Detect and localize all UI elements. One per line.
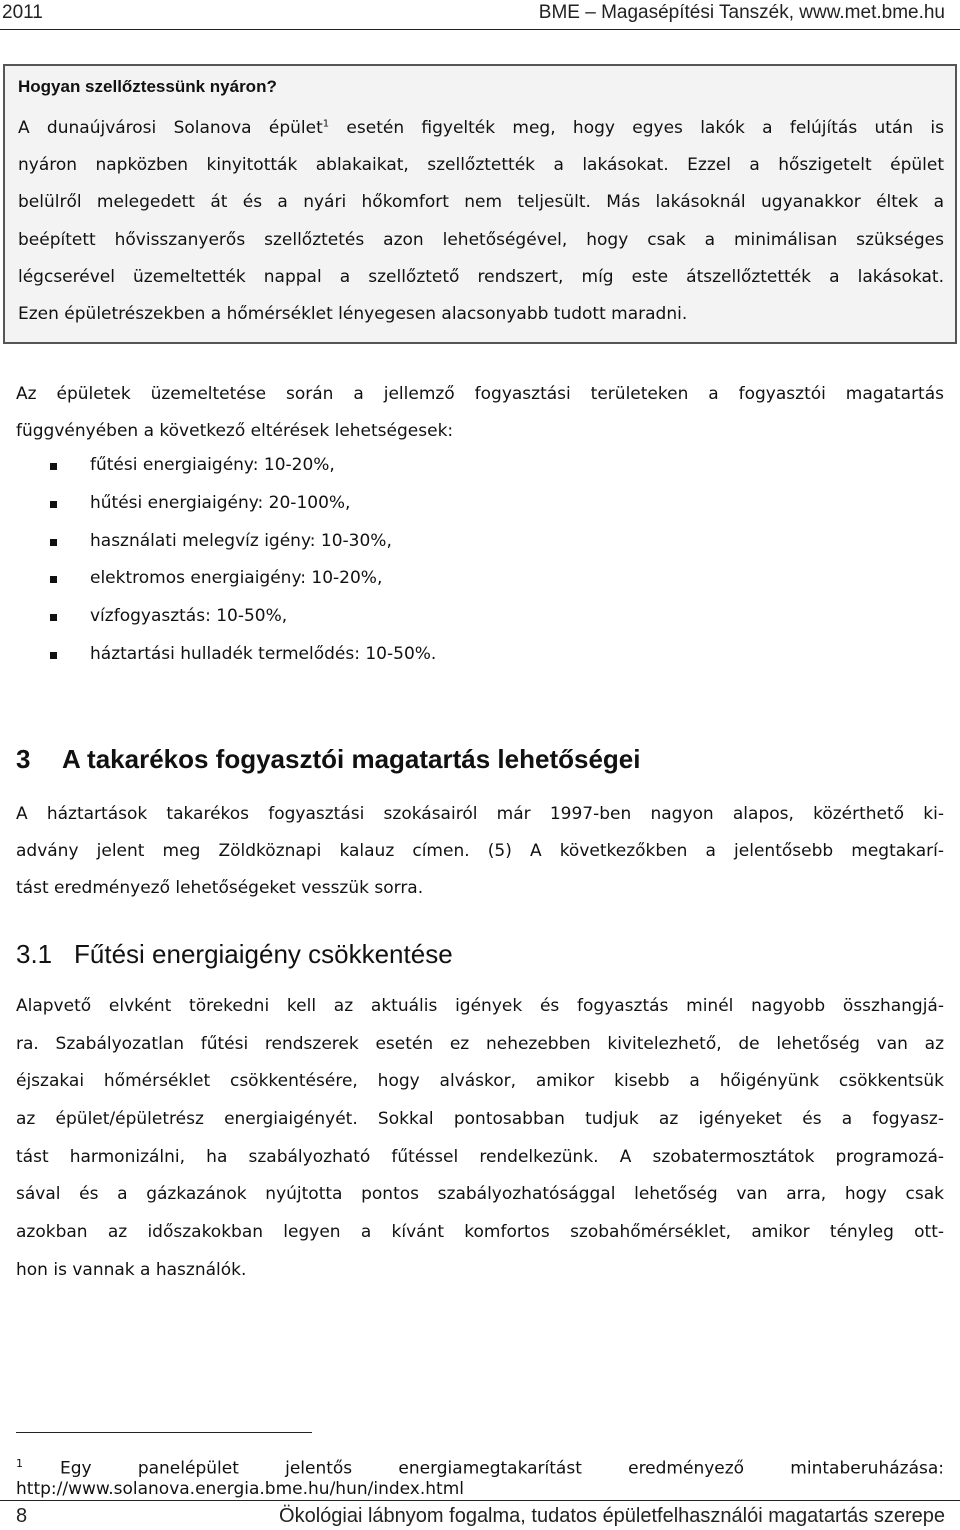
list-item: elektromos energiaigény: 10-20%,	[50, 568, 382, 588]
footnote-ref[interactable]: 1	[322, 118, 330, 130]
paragraph-line: Alapvető elvként törekedni kell az aktuális igények és fogyasztás minél nagyobb összhangjá-	[16, 996, 944, 1016]
paragraph-line: éjszakai hőmérséklet csökkentésére, hogy alváskor, amikor kisebb a hőigényünk csökkentsük	[16, 1071, 944, 1091]
bullet-square-icon	[50, 576, 57, 583]
info-box-line: légcserével üzemeltették nappal a szellőztető rendszert, míg este átszellőztették a lakásokat.	[18, 267, 944, 287]
list-item: használati melegvíz igény: 10-30%,	[50, 531, 392, 551]
info-box-line: beépített hővisszanyerős szellőztetés azon lehetőségével, hogy csak a minimálisan szükséges	[18, 230, 944, 250]
paragraph-line: advány jelent meg Zöldköznapi kalauz címen. (5) A következőkben a jelentősebb megtakarí-	[16, 841, 944, 861]
paragraph-line: A háztartások takarékos fogyasztási szokásairól már 1997-ben nagyon alapos, közérthető ki-	[16, 804, 944, 824]
page-number: 8	[16, 1505, 28, 1527]
info-box	[3, 64, 957, 344]
info-box-line: nyáron napközben kinyitották ablakaikat, szellőztették a lakásokat. Ezzel a hőszigetelt épület	[18, 155, 944, 175]
section-heading: 3 A takarékos fogyasztói magatartás lehetőségei	[16, 744, 641, 774]
info-box-line: belülről melegedett át és a nyári hőkomfort nem teljesült. Más lakásoknál ugyanakkor éltek a	[18, 192, 944, 212]
page-footer	[0, 1500, 960, 1530]
subsection-heading: 3.1 Fűtési energiaigény csökkentése	[16, 939, 453, 969]
paragraph-line: hon is vannak a használók.	[16, 1260, 247, 1280]
intro-line: függvényében a következő eltérések lehetségesek:	[16, 421, 454, 441]
info-box-title: Hogyan szellőztessünk nyáron?	[18, 77, 277, 96]
info-box-line: Ezen épületrészekben a hőmérséklet lényegesen alacsonyabb tudott maradni.	[18, 304, 688, 324]
bullet-square-icon	[50, 539, 57, 546]
paragraph-line: ra. Szabályozatlan fűtési rendszerek esetén ez nehezebben kivitelezhető, de lehetőség van az	[16, 1034, 944, 1054]
list-item: hűtési energiaigény: 20-100%,	[50, 493, 350, 513]
footnote-divider	[16, 1432, 312, 1433]
paragraph-line: azokban az időszakokban legyen a kívánt komfortos szobahőmérséklet, amikor tényleg ott-	[16, 1222, 944, 1242]
header-year: 2011	[2, 2, 43, 23]
paragraph-line: tást harmonizálni, ha szabályozható fűtéssel rendelkezünk. A szobatermosztátok programozá-	[16, 1147, 944, 1167]
footnote-text: 1 Egy panelépület jelentős energiamegtakarítást eredményező mintaberuházása:	[16, 1457, 944, 1479]
list-item: vízfogyasztás: 10-50%,	[50, 606, 287, 626]
bullet-square-icon	[50, 501, 57, 508]
list-item: fűtési energiaigény: 10-20%,	[50, 455, 335, 475]
footnote-link[interactable]: http://www.solanova.energia.bme.hu/hun/index.html	[16, 1479, 464, 1499]
bullet-square-icon	[50, 652, 57, 659]
list-item: háztartási hulladék termelődés: 10-50%.	[50, 644, 436, 664]
paragraph-line: tást eredményező lehetőségeket vesszük sorra.	[16, 878, 424, 898]
info-box-line: A dunaújvárosi Solanova épület$^1$ esetén figyelték meg, hogy egyes lakók a felújítás után is	[18, 118, 944, 138]
header-institution: BME – Magasépítési Tanszék, www.met.bme.hu	[538, 2, 945, 23]
page-header	[0, 0, 960, 30]
bullet-square-icon	[50, 463, 57, 470]
intro-line: Az épületek üzemeltetése során a jellemző fogyasztási területeken a fogyasztói magatartás	[16, 384, 944, 404]
paragraph-line: az épület/épületrész energiaigényét. Sokkal pontosabban tudjuk az igényeket és a fogyasz-	[16, 1109, 944, 1129]
paragraph-line: sával és a gázkazánok nyújtotta pontos szabályozhatósággal lehetőség van arra, hogy csak	[16, 1184, 944, 1204]
footer-title: Ökológiai lábnyom fogalma, tudatos épületfelhasználói magatartás szerepe	[279, 1505, 945, 1527]
bullet-square-icon	[50, 614, 57, 621]
